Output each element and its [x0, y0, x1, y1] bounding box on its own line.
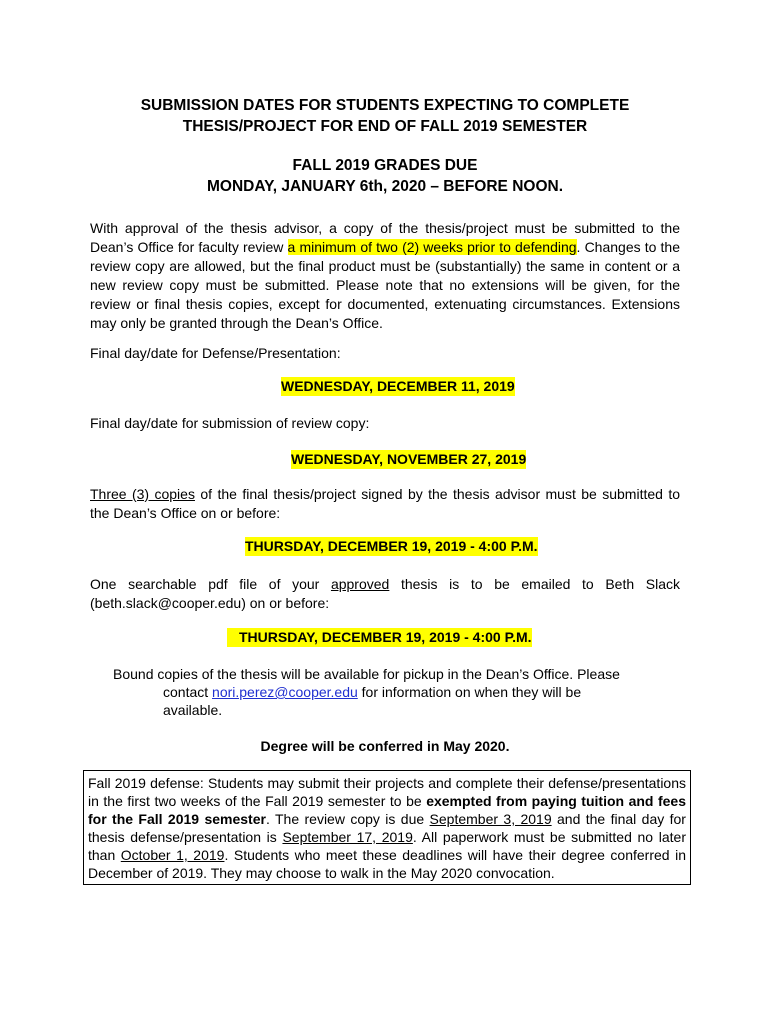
bound-line-3: available.	[163, 702, 223, 718]
pdf-date: THURSDAY, DECEMBER 19, 2019 - 4:00 P.M.	[227, 628, 532, 647]
bound-copies-paragraph	[113, 665, 673, 719]
review-label: Final day/date for submission of review copy:	[90, 415, 370, 431]
box-text-4: . All paperwork must be submitted no later than	[88, 829, 686, 863]
copies-date: THURSDAY, DECEMBER 19, 2019 - 4:00 P.M.	[245, 538, 538, 554]
pdf-paragraph	[90, 575, 680, 613]
box-text-1: Fall 2019 defense: Students may submit their projects and complete their defense/presentations in the first two weeks of the Fall 2019 semester to be	[88, 775, 686, 809]
pdf-approved: approved	[330, 576, 390, 592]
title-line-1: SUBMISSION DATES FOR STUDENTS EXPECTING TO COMPLETE	[140, 97, 630, 114]
box-date-1: September 3, 2019	[429, 811, 552, 827]
bound-line-1: Bound copies of the thesis will be available for pickup in the Dean’s Office. Please	[113, 666, 620, 682]
grades-due-line-1: FALL 2019 GRADES DUE	[292, 157, 478, 174]
bound-contact-text: contact	[163, 684, 213, 700]
title-line-2: THESIS/PROJECT FOR END OF FALL 2019 SEMESTER	[182, 118, 588, 135]
box-date-2: September 17, 2019	[282, 829, 413, 845]
intro-paragraph	[90, 219, 680, 333]
intro-highlight: a minimum of two (2) weeks prior to defending	[287, 239, 577, 255]
defense-label: Final day/date for Defense/Presentation:	[90, 345, 341, 361]
degree-conferred: Degree will be conferred in May 2020.	[260, 738, 510, 754]
copies-text: of the final thesis/project signed by the thesis advisor must be submitted to the Dean’s Office on or before:	[90, 486, 681, 521]
pdf-text: One searchable pdf file of your	[90, 576, 331, 592]
intro-text: With approval of the thesis advisor, a copy of the thesis/project must be submitted to the Dean’s Office for faculty review	[90, 220, 680, 255]
grades-due-heading	[0, 155, 770, 197]
copies-count: Three (3) copies	[90, 486, 195, 502]
defense-date: WEDNESDAY, DECEMBER 11, 2019	[281, 378, 515, 394]
email-link[interactable]: nori.perez@cooper.edu	[212, 684, 358, 700]
box-text-5: . Students who meet these deadlines will have their degree conferred in December of 2019. They may choose to walk in the May 2020 convocation.	[88, 847, 686, 881]
review-date: WEDNESDAY, NOVEMBER 27, 2019	[291, 451, 527, 467]
copies-paragraph	[90, 485, 680, 523]
box-date-3: October 1, 2019	[120, 847, 225, 863]
bound-line-2	[113, 683, 673, 701]
document-title	[0, 95, 770, 137]
bound-contact-post: for information on when they will be	[357, 684, 582, 700]
box-text-2: . The review copy is due	[265, 811, 430, 827]
intro-text-continued: . Changes to the review copy are allowed, but the final product must be (substantially) the same in content or a new review copy must be submitted. Please note that no extensions will be given, for the review or final thesis copies, except for documented, extenuating circumstances. Extensions may only be granted through the Dean’s Office.	[90, 239, 680, 331]
grades-due-line-2: MONDAY, JANUARY 6th, 2020 – BEFORE NOON.	[206, 178, 563, 195]
box-text-3: and the final day for thesis defense/presentation is	[88, 811, 686, 845]
pdf-text-continued: thesis is to be emailed to Beth Slack (beth.slack@cooper.edu) on or before:	[90, 576, 680, 611]
fall-defense-notice-box	[83, 770, 691, 885]
box-bold-text: exempted from paying tuition and fees for the Fall 2019 semester	[88, 793, 687, 827]
